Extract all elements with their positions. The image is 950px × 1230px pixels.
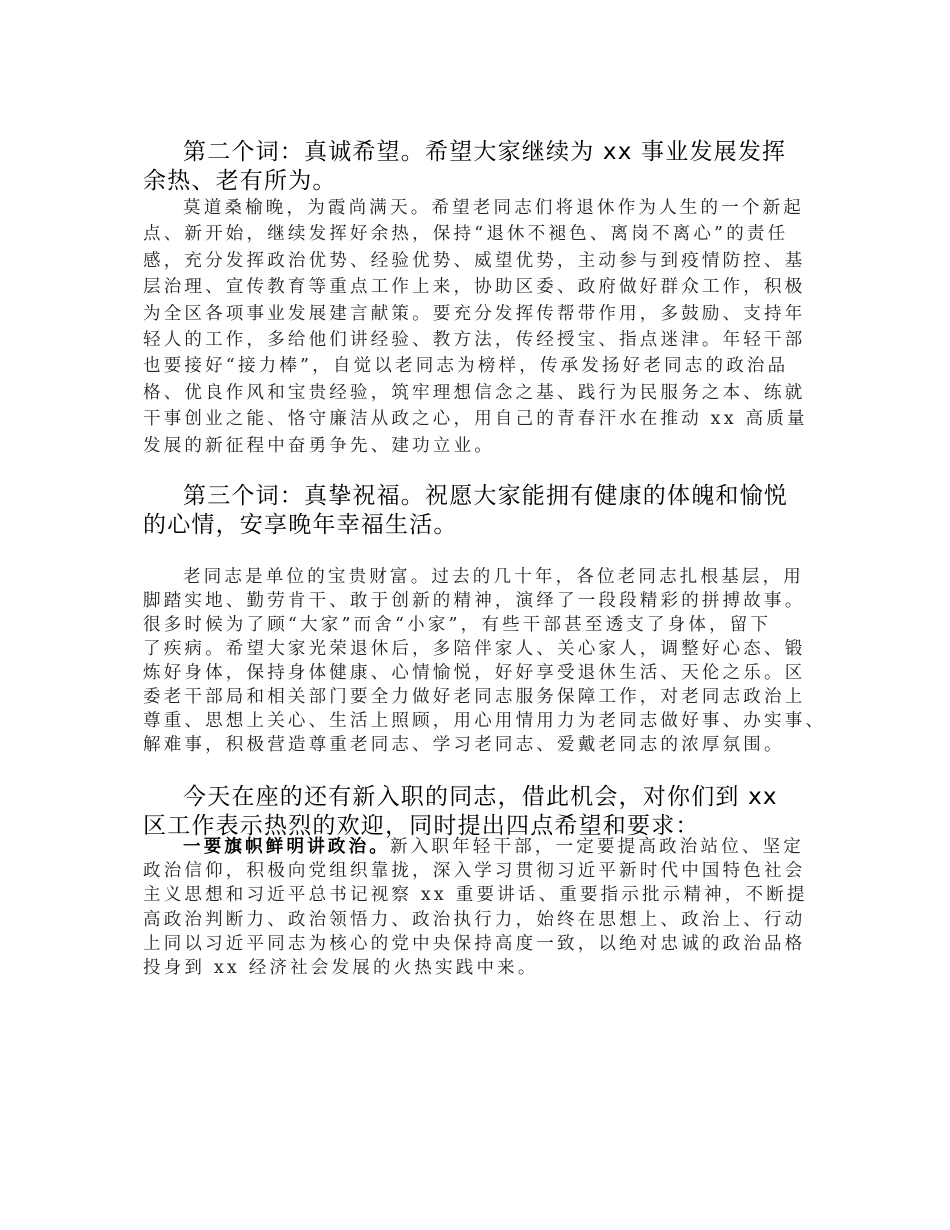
heading-line: 今天在座的还有新入职的同志，借此机会，对你们到 xx [183, 784, 778, 810]
heading-new-staff [143, 783, 843, 841]
paragraph-line: 也要接好“接力棒”，自觉以老同志为榜样，传承发扬好老同志的政治品 [143, 356, 789, 377]
paragraph-line: 点、新开始，继续发挥好余热，保持“退休不褪色、离岗不离心”的责任 [143, 224, 789, 245]
paragraph-line: 格、优良作风和宝贵经验，筑牢理想信念之基、践行为民服务之本、练就 [143, 382, 806, 403]
paragraph-line: 高政治判断力、政治领悟力、政治执行力，始终在思想上、政治上、行动 [143, 909, 806, 930]
paragraph-line: 炼好身体，保持身体健康、心情愉悦，好好享受退休生活、天伦之乐。区 [143, 663, 806, 683]
paragraph-line: 很多时候为了顾“大家”而舍“小家”，有些干部甚至透支了身体，留下 [143, 615, 772, 635]
heading-line: 第二个词：真诚希望。希望大家继续为 xx 事业发展发挥 [183, 139, 787, 165]
paragraph-blessings [143, 565, 843, 757]
paragraph-line: 轻人的工作，多给他们讲经验、教方法，传经授宝、指点迷津。年轻干部 [143, 330, 806, 351]
heading-third-word [143, 482, 843, 540]
paragraph-lead: 一要旗帜鲜明讲政治。 [183, 837, 390, 857]
paragraph-line: 脚踏实地、勤劳肯干、敢于创新的精神，演绎了一段段精彩的拼搏故事。 [143, 591, 806, 611]
paragraph-line [143, 835, 843, 859]
paragraph-line: 投身到 xx 经济社会发展的火热实践中来。 [143, 958, 539, 979]
heading-line: 第三个词：真挚祝福。祝愿大家能拥有健康的体魄和愉悦 [183, 483, 788, 509]
heading-line: 的心情，安享晚年幸福生活。 [143, 512, 458, 538]
paragraph-line: 感，充分发挥政治优势、经验优势、威望优势，主动参与到疫情防控、基 [143, 250, 806, 271]
paragraph-line: 为全区各项事业发展建言献策。要充分发挥传帮带作用，多鼓励、支持年 [143, 303, 806, 324]
heading-second-word [143, 138, 843, 196]
paragraph-line: 上同以习近平同志为核心的党中央保持高度一致，以绝对忠诚的政治品格 [143, 933, 806, 954]
paragraph-line: 政治信仰，积极向党组织靠拢，深入学习贯彻习近平新时代中国特色社会 [143, 861, 806, 882]
paragraph-line: 主义思想和习近平总书记视察 xx 重要讲话、重要指示批示精神，不断提 [143, 885, 808, 906]
paragraph-line: 委老干部局和相关部门要全力做好老同志服务保障工作，对老同志政治上 [143, 687, 806, 707]
paragraph-line: 莫道桑榆晚，为霞尚满天。希望老同志们将退休作为人生的一个新起 [183, 198, 804, 218]
paragraph-line: 发展的新征程中奋勇争先、建功立业。 [143, 435, 495, 456]
paragraph-line: 层治理、宣传教育等重点工作上来，协助区委、政府做好群众工作，积极 [143, 277, 806, 298]
paragraph-line: 老同志是单位的宝贵财富。过去的几十年，各位老同志扎根基层，用 [183, 567, 804, 587]
heading-line: 余热、老有所为。 [143, 168, 337, 194]
paragraph-line: 了疾病。希望大家光荣退休后，多陪伴家人、关心家人，调整好心态、锻 [143, 639, 806, 659]
heading-line: 区工作表示热烈的欢迎，同时提出四点希望和要求： [143, 813, 700, 839]
paragraph-politics [143, 835, 843, 980]
paragraph-line: 干事创业之能、恪守廉洁从政之心，用自己的青春汗水在推动 xx 高质量 [143, 409, 808, 430]
paragraph-retirees-contribution [143, 195, 843, 459]
paragraph-line: 尊重、思想上关心、生活上照顾，用心用情用力为老同志做好事、办实事、 [143, 711, 827, 731]
paragraph-line: 解难事，积极营造尊重老同志、学习老同志、爱戴老同志的浓厚氛围。 [143, 735, 785, 755]
paragraph-line-rest: 新入职年轻干部，一定要提高政治站位、坚定 [390, 837, 804, 857]
